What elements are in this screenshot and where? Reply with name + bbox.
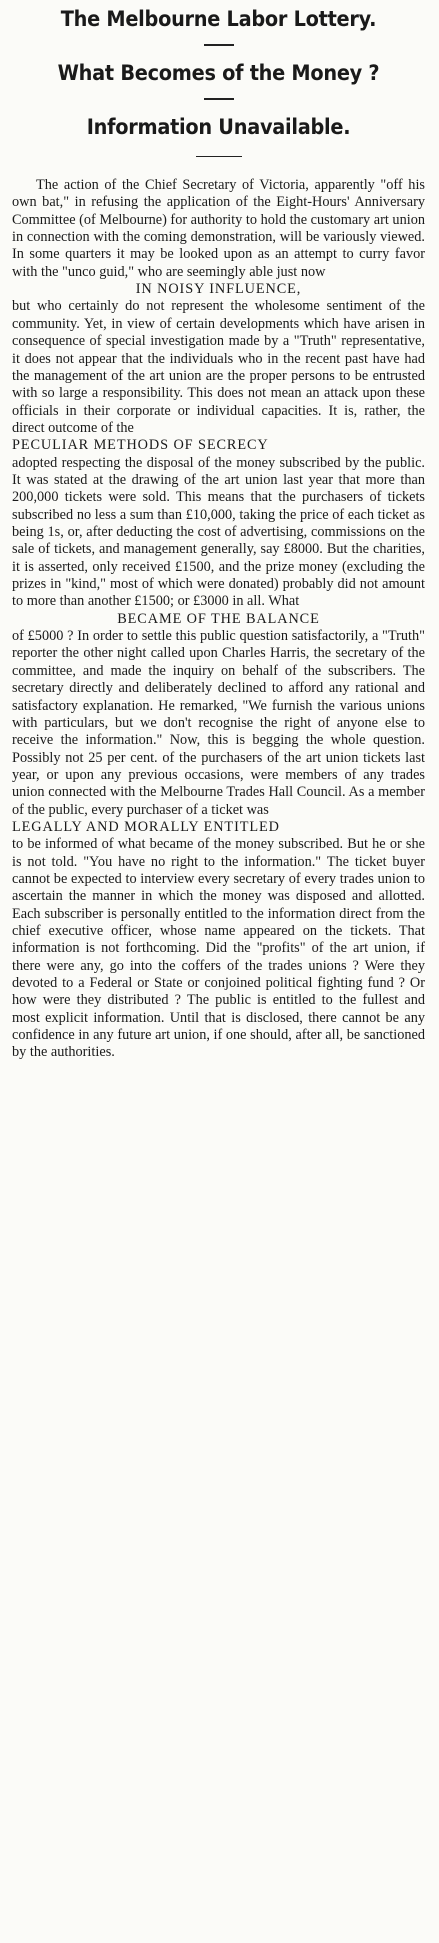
subheadline-money: What Becomes of the Money ? bbox=[57, 61, 380, 85]
headline: The Melbourne Labor Lottery. bbox=[60, 7, 377, 31]
crosshead-noisy-influence: IN NOISY INFLUENCE, bbox=[135, 281, 302, 298]
crosshead-peculiar-methods: PECULIAR METHODS OF SECRECY bbox=[12, 437, 269, 454]
paragraph-2: but who certainly do not represent the wholesome sentiment of the community. Yet, in view of certain developments which have arisen in consequence of special investigation made by a "Truth" representative, it does not appear that the individuals who in the recent past have had the management of the art union are the proper persons to be entrusted with so large a responsibility. This does not mean an attack upon these officials in their corporate or individual capacities. It is, rather, the direct outcome of the bbox=[12, 298, 425, 436]
subheadline-information: Information Unavailable. bbox=[86, 115, 351, 139]
paragraph-4: of £5000 ? In order to settle this public question satisfactorily, a "Truth" reporter the other night called upon Charles Harris, the secretary of the committee, and made the inquiry on behalf of the subscribers. The secretary directly and deliberately declined to afford any rational and satisfactory explanation. He remarked, "We furnish the various unions with particulars, but we don't recognise the right of anyone else to receive the information." Now, this is begging the whole question. Possibly not 25 per cent. of the purchasers of the art union tickets last year, or upon any previous occasions, were members of any trades union connected with the Melbourne Trades Hall Council. As a member of the public, every purchaser of a ticket was bbox=[12, 628, 425, 818]
divider-rule bbox=[204, 44, 234, 46]
paragraph-1: The action of the Chief Secretary of Victoria, apparently "off his own bat," in refusing the application of the Eight-Hours' Anniversary Committee (of Melbourne) for authority to hold the customary art union in connection with the coming demonstration, will be variously viewed. In some quarters it may be looked upon as an attempt to curry favor with the "unco guid," who are seemingly able just now bbox=[12, 177, 425, 280]
paragraph-3: adopted respecting the disposal of the money subscribed by the public. It was stated at the drawing of the art union last year that more than 200,000 tickets were sold. This means that the purchasers of tickets subscribed no less a sum than £10,000, taking the price of each ticket as being 1s, or, after deducting the cost of advertising, commissions on the sale of tickets, and management generally, say £8000. But the charities, it is asserted, only received £1500, and the prize money (excluding the prizes in "kind," most of which were donated) probably did not amount to more than another £1500; or £3000 in all. What bbox=[12, 454, 425, 610]
paragraph-5: to be informed of what became of the money subscribed. But he or she is not told. "You have no right to the information." The ticket buyer cannot be expected to interview every secretary of every trades union to ascertain the manner in which the money was disposed and allotted. Each subscriber is personally entitled to the information direct from the chief executive officer, whose name appeared on the tickets. That information is not forthcoming. Did the "profits" of the art union, if there were any, go into the coffers of the trades unions ? Were they devoted to a Federal or State or conjoined political fighting fund ? Or how were they distributed ? The public is entitled to the fullest and most explicit information. Until that is disclosed, there cannot be any confidence in any future art union, if one should, after all, be sanctioned by the authorities. bbox=[12, 836, 425, 1061]
crosshead-legally-entitled: LEGALLY AND MORALLY ENTITLED bbox=[12, 818, 280, 835]
divider-rule bbox=[204, 98, 234, 100]
divider-rule bbox=[196, 156, 242, 157]
crosshead-balance: BECAME OF THE BALANCE bbox=[117, 610, 320, 627]
